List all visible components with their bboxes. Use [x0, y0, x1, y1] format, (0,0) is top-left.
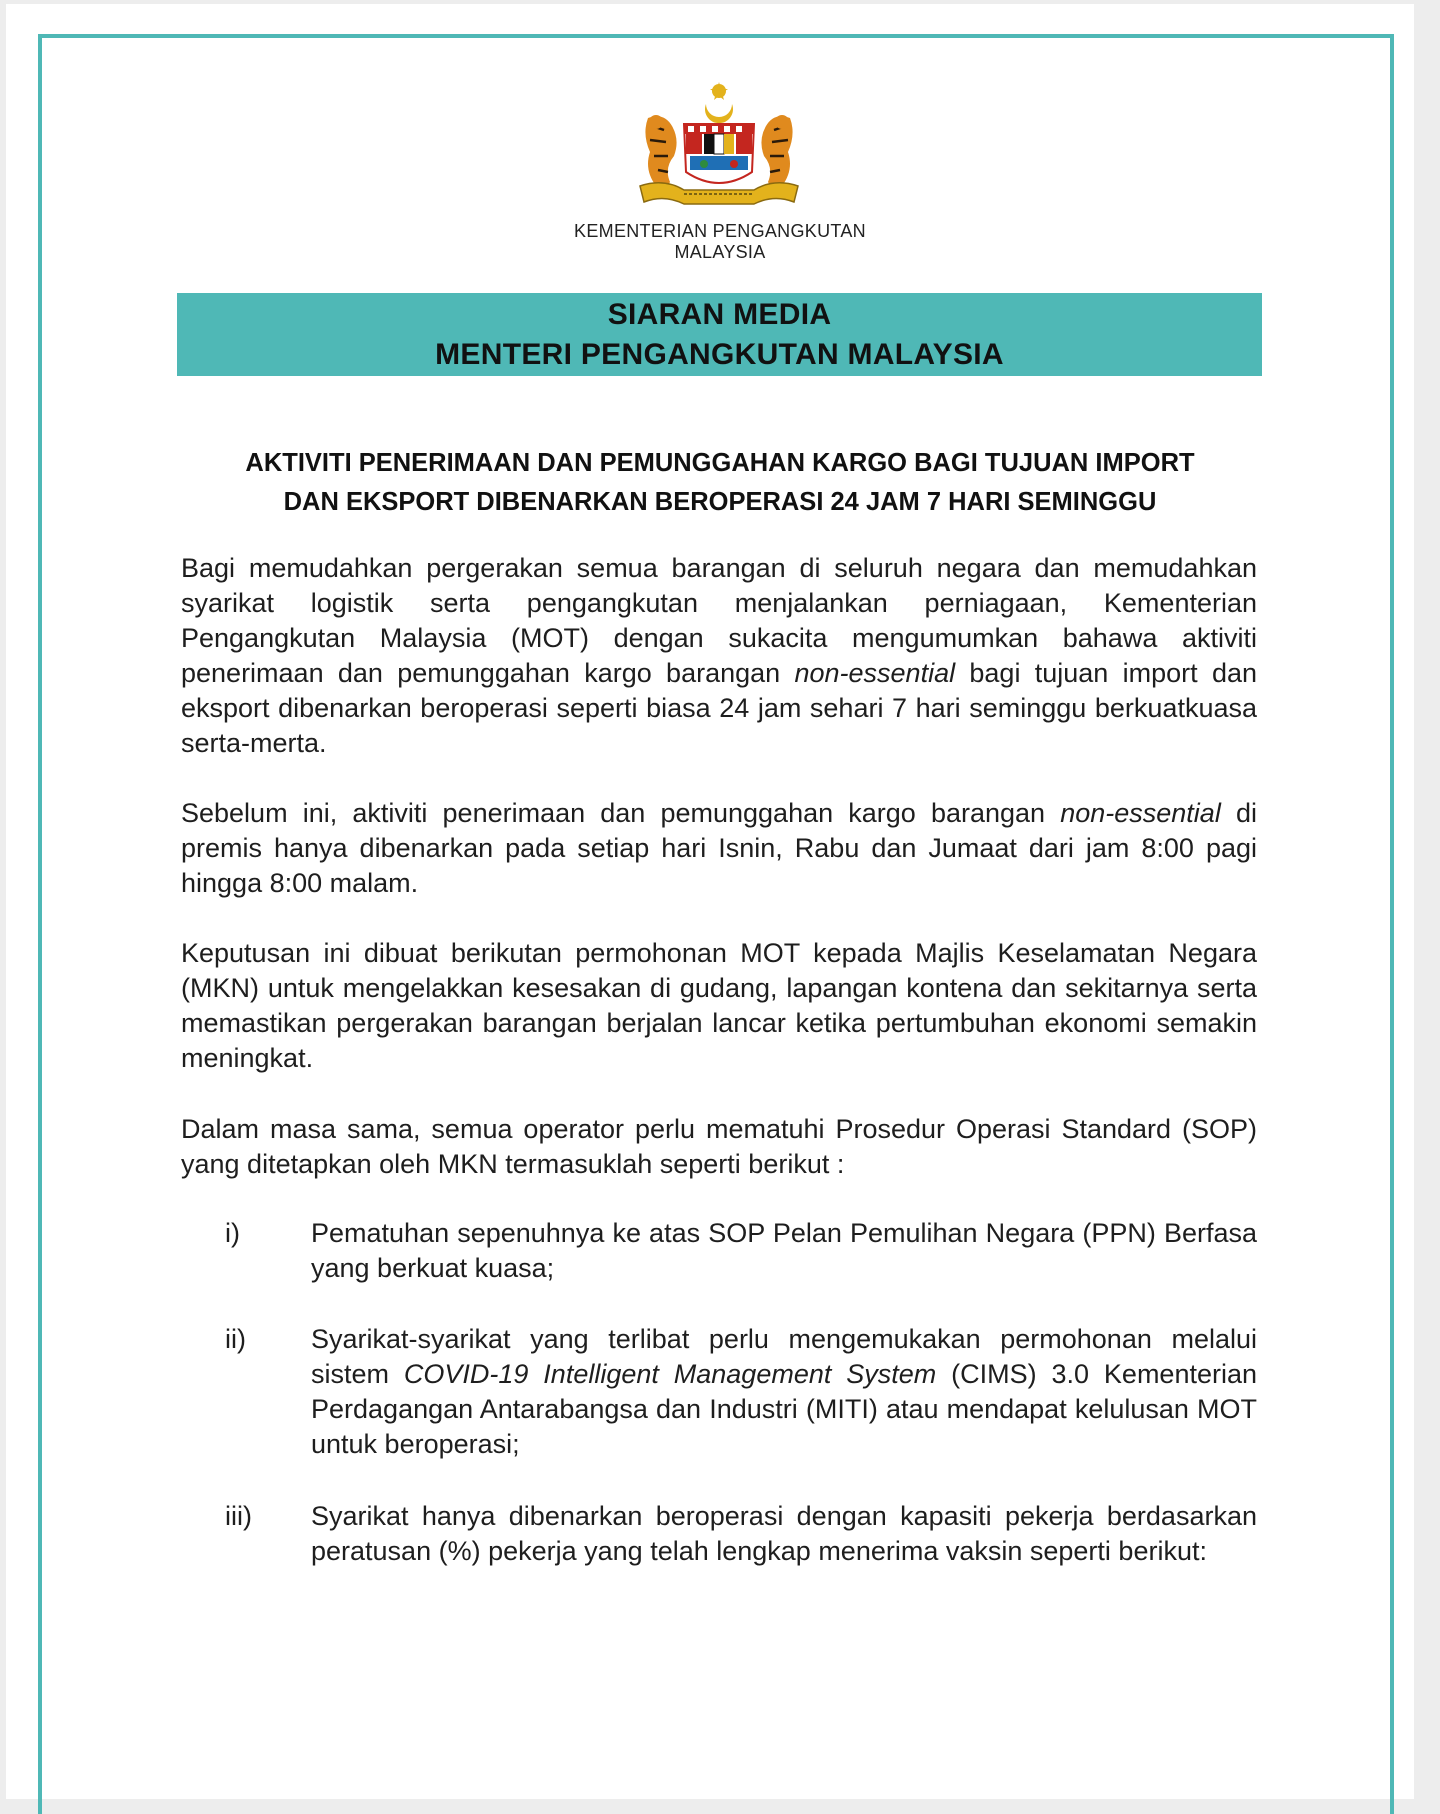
list-item-text-b: (CIMS) 3.0 Kementerian Perdagangan Antarabangsa dan Industri (MITI) atau mendapat kelulusan MOT untuk beroperasi;	[311, 1359, 1258, 1459]
paragraph-1-italic: non-essential	[794, 658, 956, 688]
banner-line-2: MENTERI PENGANGKUTAN MALAYSIA	[435, 337, 1004, 371]
paragraph-1-text-b: bagi tujuan import dan eksport dibenarkan beroperasi seperti biasa 24 jam sehari 7 hari seminggu berkuatkuasa serta-merta.	[181, 658, 1257, 758]
list-item-number: i)	[225, 1218, 240, 1248]
list-item-italic: COVID-19 Intelligent Management System	[403, 1359, 937, 1389]
press-headline	[160, 444, 1280, 522]
malaysia-coat-of-arms-icon	[634, 82, 804, 214]
list-item-text-a: Syarikat-syarikat yang terlibat perlu mengemukakan permohonan melalui sistem	[311, 1324, 1257, 1389]
list-item-text	[311, 1322, 1257, 1462]
paragraph-3: Keputusan ini dibuat berikutan permohonan MOT kepada Majlis Keselamatan Negara (MKN) untuk mengelakkan kesesakan di gudang, lapangan kontena dan sekitarnya serta memastikan pergerakan barangan berjalan lancar ketika pertumbuhan ekonomi semakin meningkat.	[181, 938, 1257, 1073]
ministry-name	[520, 221, 920, 263]
banner-line-1: SIARAN MEDIA	[607, 297, 832, 331]
list-item-number: ii)	[225, 1324, 246, 1354]
ministry-line-2: MALAYSIA	[674, 242, 766, 262]
list-item-text: Syarikat hanya dibenarkan beroperasi dengan kapasiti pekerja berdasarkan peratusan (%) pekerja yang telah lengkap menerima vaksin seperti berikut:	[311, 1501, 1257, 1566]
list-item-number: iii)	[225, 1501, 252, 1531]
media-release-banner	[177, 293, 1262, 376]
paragraph-2-italic: non-essential	[1060, 798, 1221, 828]
list-item-text: Pematuhan sepenuhnya ke atas SOP Pelan Pemulihan Negara (PPN) Berfasa yang berkuat kuasa;	[311, 1218, 1257, 1283]
headline-line-1: AKTIVITI PENERIMAAN DAN PEMUNGGAHAN KARGO BAGI TUJUAN IMPORT	[245, 449, 1195, 477]
paragraph-2-text-b: di premis hanya dibenarkan pada setiap hari Isnin, Rabu dan Jumaat dari jam 8:00 pagi hingga 8:00 malam.	[181, 798, 1257, 898]
paragraph-1	[181, 551, 1257, 761]
ministry-line-1: KEMENTERIAN PENGANGKUTAN	[574, 221, 866, 241]
paragraph-4: Dalam masa sama, semua operator perlu mematuhi Prosedur Operasi Standard (SOP) yang ditetapkan oleh MKN termasuklah seperti berikut :	[181, 1114, 1257, 1179]
paragraph-2-text-a: Sebelum ini, aktiviti penerimaan dan pemunggahan kargo barangan	[181, 798, 1061, 828]
paragraph-2	[181, 796, 1257, 901]
headline-line-2: DAN EKSPORT DIBENARKAN BEROPERASI 24 JAM 7 HARI SEMINGGU	[283, 488, 1157, 516]
paragraph-1-text-a: Bagi memudahkan pergerakan semua barangan di seluruh negara dan memudahkan syarikat logistik serta pengangkutan menjalankan perniagaan, Kementerian Pengangkutan Malaysia (MOT) dengan sukacita mengumumkan bahawa aktiviti penerimaan dan pemunggahan kargo barangan	[181, 553, 1257, 688]
